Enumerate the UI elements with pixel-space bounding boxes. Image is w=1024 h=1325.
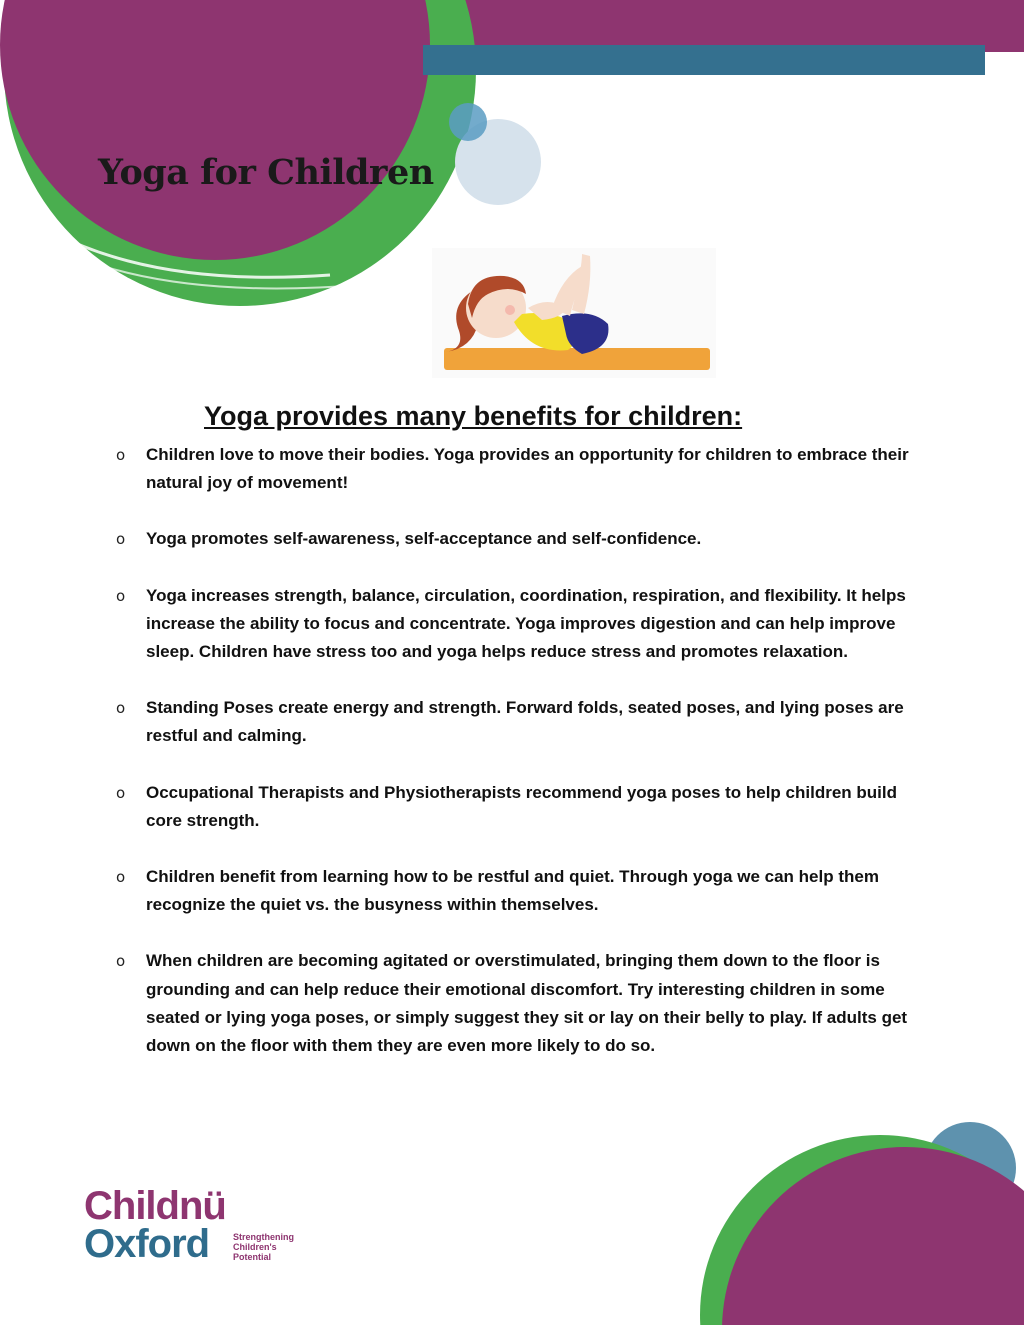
benefits-list xyxy=(116,441,916,1088)
benefit-text: Occupational Therapists and Physiotherapists recommend yoga poses to help children build core strength. xyxy=(146,782,897,830)
logo-tagline xyxy=(233,1232,313,1262)
bottom-purple-circle xyxy=(722,1147,1024,1325)
bullet-icon: o xyxy=(116,952,126,971)
page-title: Yoga for Children xyxy=(98,152,434,193)
bullet-icon: o xyxy=(116,783,126,802)
logo-tagline-line: Children's xyxy=(233,1242,277,1252)
benefit-item xyxy=(116,582,916,667)
yoga-mat xyxy=(444,348,710,370)
logo-line-1: Childnü xyxy=(84,1184,226,1228)
bullet-icon: o xyxy=(116,868,126,887)
logo-line-2: Oxford xyxy=(84,1222,210,1266)
benefit-item xyxy=(116,525,916,553)
bullet-icon: o xyxy=(116,586,126,605)
logo-tagline-line: Potential xyxy=(233,1252,272,1262)
small-blue-circle xyxy=(449,103,487,141)
benefit-text: Children love to move their bodies. Yoga provides an opportunity for children to embrace their natural joy of movement! xyxy=(146,445,909,493)
logo-tagline-line: Strengthening xyxy=(233,1232,294,1242)
benefit-text: Yoga promotes self-awareness, self-acceptance and self-confidence. xyxy=(146,529,702,549)
benefit-text: Children benefit from learning how to be restful and quiet. Through yoga we can help them recognize the quiet vs. the busyness within themselves. xyxy=(146,867,879,915)
childnu-oxford-logo xyxy=(84,1186,314,1270)
benefit-item xyxy=(116,779,916,835)
girl-yoga-illustration xyxy=(432,248,716,378)
benefit-item xyxy=(116,947,916,1060)
top-blue-bar xyxy=(423,45,985,75)
benefit-text: Yoga increases strength, balance, circulation, coordination, respiration, and flexibility. It helps increase the ability to focus and concentrate. Yoga improves digestion and can help improve sleep. Children have stress too and yoga helps reduce stress and promotes relaxation. xyxy=(146,585,906,662)
benefit-text: When children are becoming agitated or overstimulated, bringing them down to the floor is grounding and can help reduce their emotional discomfort. Try interesting children in some seated or lying yoga poses, or simply suggest they sit or lay on their belly to play. If adults get down on the floor with them they are even more likely to do so. xyxy=(146,951,908,1056)
benefit-item xyxy=(116,694,916,750)
benefit-item xyxy=(116,441,916,497)
bullet-icon: o xyxy=(116,530,126,549)
benefits-heading: Yoga provides many benefits for children: xyxy=(204,401,743,431)
bullet-icon: o xyxy=(116,446,126,464)
benefit-item xyxy=(116,863,916,919)
bullet-icon: o xyxy=(116,699,126,718)
benefit-text: Standing Poses create energy and strength. Forward folds, seated poses, and lying poses are restful and calming. xyxy=(146,698,904,746)
